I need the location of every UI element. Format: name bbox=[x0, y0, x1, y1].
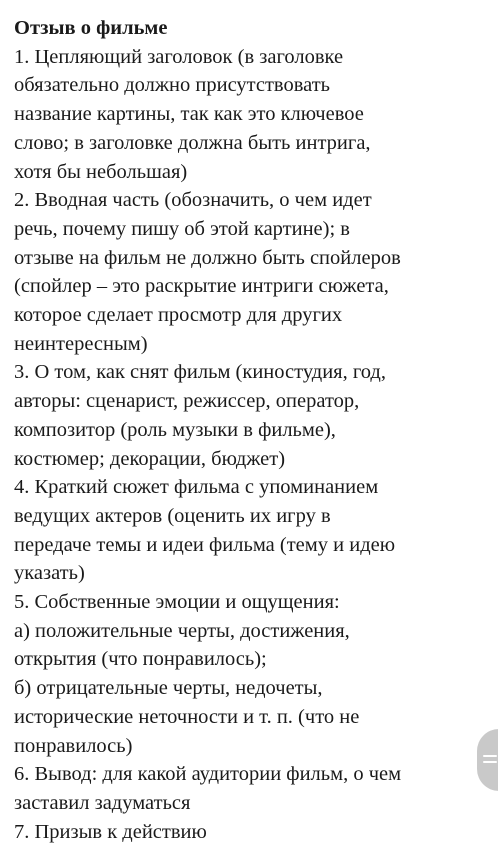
text-line: которое сделает просмотр для других bbox=[14, 304, 343, 327]
text-line: название картины, так как это ключевое bbox=[14, 103, 364, 126]
text-line: передаче темы и идеи фильма (тему и идею bbox=[14, 533, 396, 556]
text-line: неинтересным) bbox=[14, 332, 148, 355]
text-line: а) положительные черты, достижения, bbox=[14, 619, 350, 642]
text-line: заставил задуматься bbox=[14, 791, 191, 814]
text-line: 7. Призыв к действию bbox=[14, 820, 207, 843]
text-line: слово; в заголовке должна быть интрига, bbox=[14, 131, 371, 154]
text-line: хотя бы небольшая) bbox=[14, 160, 188, 183]
text-line: 4. Краткий сюжет фильма с упоминанием bbox=[14, 476, 379, 499]
text-line: б) отрицательные черты, недочеты, bbox=[14, 677, 323, 700]
text-line: 5. Собственные эмоции и ощущения: bbox=[14, 591, 340, 614]
text-line: открытия (что понравилось); bbox=[14, 648, 267, 671]
document-title: Отзыв о фильме bbox=[14, 17, 168, 39]
scroll-handle[interactable] bbox=[477, 729, 498, 791]
text-line: 3. О том, как снят фильм (киностудия, год, bbox=[14, 361, 386, 384]
text-line: отзыве на фильм не должно быть спойлеров bbox=[14, 246, 401, 269]
text-line: 6. Вывод: для какой аудитории фильм, о чем bbox=[14, 763, 402, 786]
text-line: обязательно должно присутствовать bbox=[14, 74, 331, 97]
text-line: указать) bbox=[14, 562, 85, 585]
text-line: речь, почему пишу об этой картине); в bbox=[14, 217, 350, 240]
text-line: ведущих актеров (оценить их игру в bbox=[14, 504, 331, 527]
text-line: композитор (роль музыки в фильме), bbox=[14, 418, 336, 441]
text-line: 2. Вводная часть (обозначить, о чем идет bbox=[14, 189, 372, 212]
text-line: исторические неточности и т. п. (что не bbox=[14, 705, 360, 728]
text-line: понравилось) bbox=[14, 734, 133, 757]
text-line: 1. Цепляющий заголовок (в заголовке bbox=[14, 45, 344, 68]
menu-lines-icon bbox=[483, 755, 497, 765]
text-line: (спойлер – это раскрытие интриги сюжета, bbox=[14, 275, 389, 298]
text-line: костюмер; декорации, бюджет) bbox=[14, 447, 286, 470]
text-line: авторы: сценарист, режиссер, оператор, bbox=[14, 390, 360, 413]
